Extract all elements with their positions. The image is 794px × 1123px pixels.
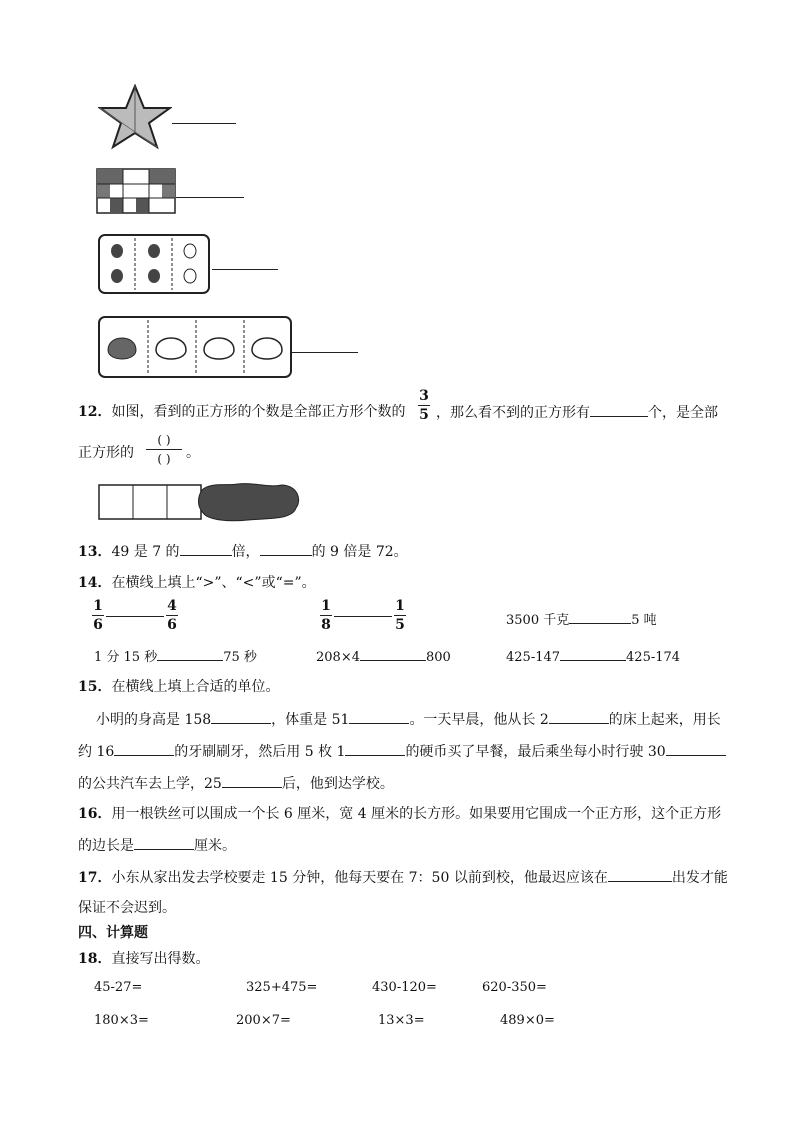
compare-blank-3[interactable] — [569, 608, 631, 624]
calc-item: 180×3= — [94, 1013, 149, 1028]
section-heading: 四、计算题 — [78, 925, 148, 941]
question-12-cont — [436, 401, 718, 422]
star-answer-line[interactable] — [172, 123, 236, 124]
fraction-1-8 — [320, 598, 332, 633]
answer-blank[interactable] — [260, 540, 312, 556]
question-number: 13． — [78, 544, 112, 560]
compare-right: 5 吨 — [631, 613, 657, 628]
calc-item: 200×7= — [236, 1013, 291, 1028]
question-15-line2 — [78, 740, 726, 761]
grid-figure — [96, 168, 176, 214]
fraction-blank[interactable] — [146, 432, 182, 467]
answer-blank[interactable] — [211, 708, 271, 724]
question-12 — [78, 401, 405, 421]
denominator: 5 — [419, 407, 429, 423]
answer-blank[interactable] — [114, 740, 174, 756]
numerator: 1 — [93, 598, 103, 614]
question-text: ，体重是 51 — [271, 712, 350, 728]
denominator: 6 — [167, 617, 177, 633]
question-text: 的硬币买了早餐，最后乘坐每小时行驶 30 — [405, 744, 666, 760]
question-text: 后，他到达学校。 — [281, 776, 394, 792]
question-text: 保证不会迟到。 — [78, 900, 176, 916]
denominator: 6 — [93, 617, 103, 633]
answer-blank[interactable] — [608, 866, 672, 882]
question-text: 在横线上填上合适的单位。 — [111, 679, 280, 695]
compare-left: 208×4 — [316, 650, 360, 665]
compare-item-3 — [506, 608, 657, 628]
question-text: 。一天早晨，他从长 2 — [409, 712, 549, 728]
question-18 — [78, 948, 209, 968]
question-text: 。 — [186, 445, 200, 461]
question-text: 直接写出得数。 — [111, 951, 210, 967]
compare-blank-4[interactable] — [157, 645, 223, 661]
compare-right: 425-174 — [626, 650, 681, 665]
denominator-blank: ( ) — [157, 452, 171, 466]
question-16-line2 — [78, 834, 236, 855]
calc-item: 13×3= — [378, 1013, 425, 1028]
question-text: 用一根铁丝可以围成一个长 6 厘米，宽 4 厘米的长方形。如果要用它围成一个正方形，这个正方形 — [111, 806, 722, 822]
question-12-line2 — [78, 442, 134, 462]
question-text: ，那么看不到的正方形有 — [436, 405, 590, 421]
peach-answer-line[interactable] — [292, 352, 358, 353]
question-text: 在横线上填上“>”、“<”或“=”。 — [111, 575, 316, 591]
question-text: 倍， — [231, 544, 260, 560]
question-text: 厘米。 — [194, 838, 236, 854]
question-17-line2 — [78, 897, 176, 917]
question-text: 49 是 7 的 — [111, 544, 180, 560]
question-number: 16． — [78, 806, 112, 822]
answer-blank[interactable] — [134, 834, 194, 850]
numerator: 4 — [167, 598, 177, 614]
compare-item-5 — [316, 645, 451, 665]
question-text: 个，是全部 — [648, 405, 718, 421]
strawberry-figure — [98, 234, 210, 294]
question-text: 的 9 倍是 72。 — [311, 544, 408, 560]
compare-right: 75 秒 — [223, 650, 257, 665]
denominator: 8 — [321, 617, 331, 633]
compare-blank-5[interactable] — [360, 645, 426, 661]
question-text: 的牙刷刷牙，然后用 5 枚 1 — [174, 744, 346, 760]
numerator: 1 — [321, 598, 331, 614]
fraction-1-5 — [394, 598, 406, 633]
fraction-4-6 — [166, 598, 178, 633]
compare-left: 425-147 — [506, 650, 561, 665]
answer-blank[interactable] — [349, 708, 409, 724]
question-text: 的床上起来，用长 — [608, 712, 721, 728]
denominator: 5 — [395, 617, 405, 633]
question-13 — [78, 540, 408, 561]
question-number: 15． — [78, 679, 112, 695]
compare-left: 3500 千克 — [506, 613, 570, 628]
question-text: 正方形的 — [78, 445, 134, 461]
compare-item-4 — [94, 645, 257, 665]
question-text: 小明的身高是 158 — [96, 712, 212, 728]
question-text: 出发才能 — [671, 870, 728, 886]
question-text: 小东从家出发去学校要走 15 分钟，他每天要在 7：50 以前到校，他最迟应该在 — [111, 870, 608, 886]
compare-item-6 — [506, 645, 680, 665]
question-17 — [78, 866, 728, 887]
calc-item: 489×0= — [500, 1013, 555, 1028]
question-14 — [78, 572, 316, 592]
fraction-3-5 — [418, 388, 430, 423]
question-number: 18． — [78, 951, 112, 967]
question-16 — [78, 803, 721, 823]
star-figure — [98, 84, 172, 150]
question-text: 的公共汽车去上学，25 — [78, 776, 222, 792]
compare-blank-1[interactable] — [106, 616, 164, 617]
answer-blank[interactable] — [180, 540, 232, 556]
numerator: 3 — [419, 388, 429, 404]
answer-blank[interactable] — [590, 401, 648, 417]
calc-item: 45-27= — [94, 980, 143, 995]
peach-figure — [98, 316, 292, 378]
compare-left: 1 分 15 秒 — [94, 650, 158, 665]
question-text: 如图，看到的正方形的个数是全部正方形个数的 — [111, 404, 406, 420]
calc-item: 620-350= — [482, 980, 547, 995]
compare-blank-6[interactable] — [560, 645, 626, 661]
calc-item: 325+475= — [246, 980, 318, 995]
question-15 — [78, 676, 279, 696]
question-15-line3 — [78, 772, 394, 793]
answer-blank[interactable] — [666, 740, 726, 756]
question-15-line1 — [96, 708, 721, 729]
grid-answer-line[interactable] — [176, 197, 244, 198]
compare-right: 800 — [425, 650, 451, 665]
answer-blank[interactable] — [345, 740, 405, 756]
answer-blank[interactable] — [222, 772, 282, 788]
question-text: 的边长是 — [78, 838, 134, 854]
question-number: 12． — [78, 404, 112, 420]
numerator: 1 — [395, 598, 405, 614]
question-text: 约 16 — [78, 744, 115, 760]
question-number: 17． — [78, 870, 112, 886]
fraction-1-6 — [92, 598, 104, 633]
strawberry-answer-line[interactable] — [212, 269, 278, 270]
answer-blank[interactable] — [549, 708, 609, 724]
compare-blank-2[interactable] — [334, 616, 392, 617]
question-number: 14． — [78, 575, 112, 591]
question-12-end — [186, 442, 200, 462]
squares-figure — [98, 482, 302, 522]
numerator-blank: ( ) — [157, 433, 171, 447]
calc-item: 430-120= — [372, 980, 437, 995]
